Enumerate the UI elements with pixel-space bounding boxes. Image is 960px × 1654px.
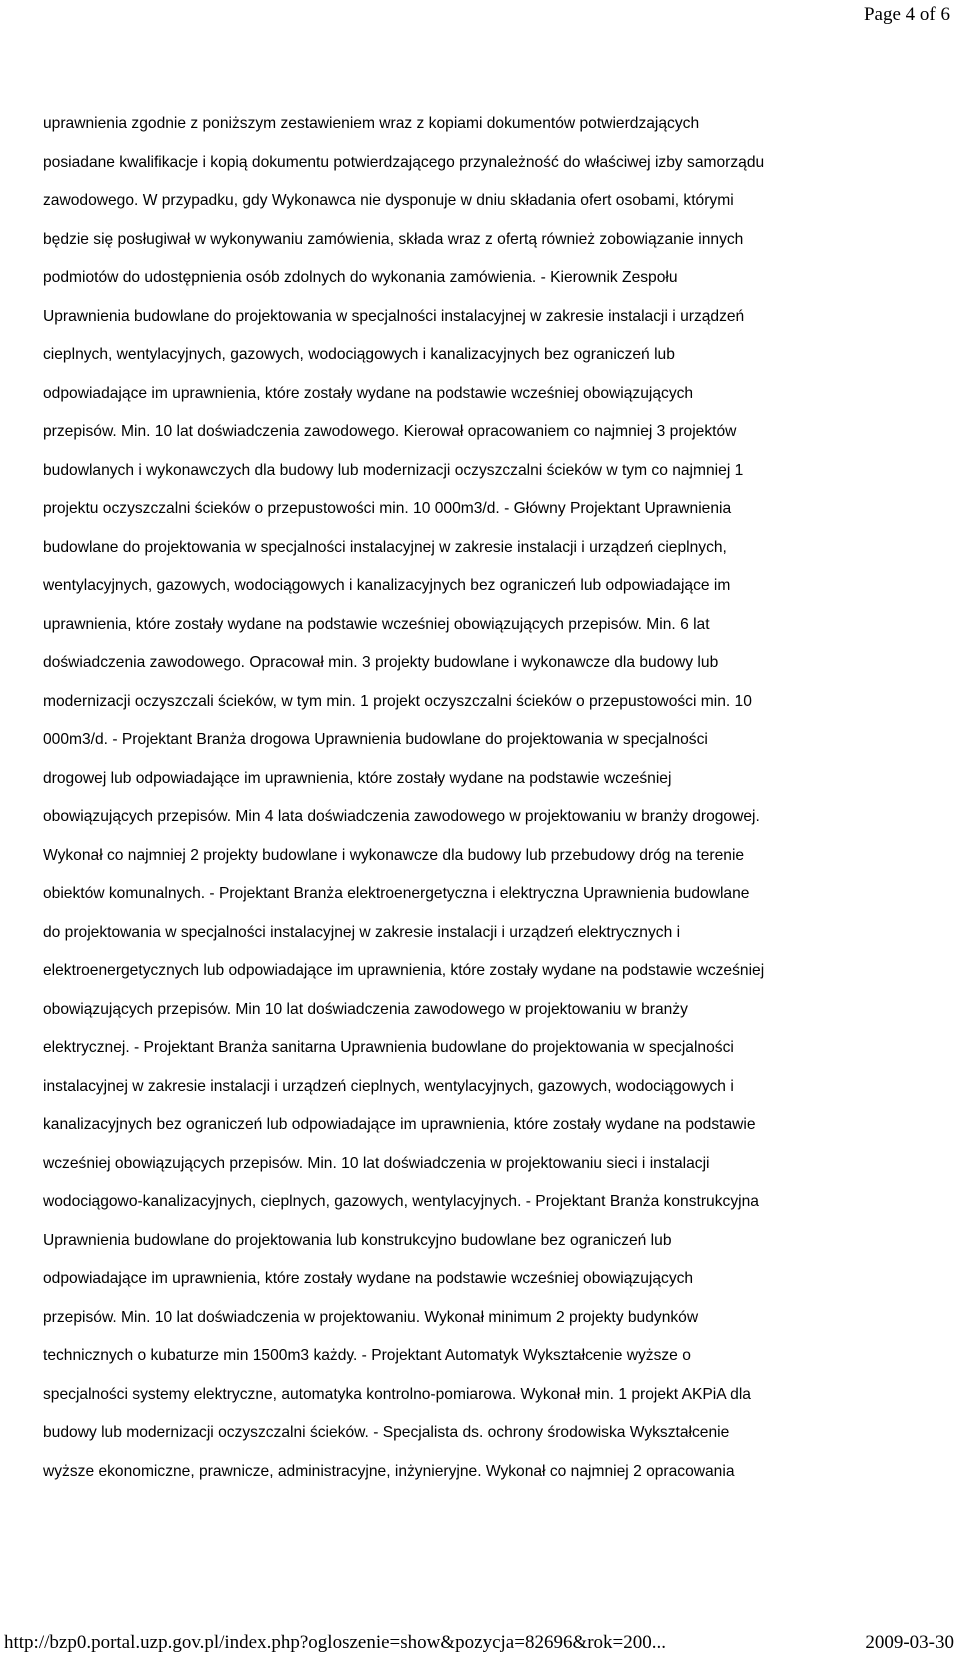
body-line: obowiązujących przepisów. Min 4 lata doświadczenia zawodowego w projektowaniu w branży drogowej.	[43, 808, 760, 825]
body-line: budowy lub modernizacji oczyszczalni ścieków. - Specjalista ds. ochrony środowiska Wykształcenie	[43, 1424, 730, 1441]
body-line: uprawnienia, które zostały wydane na podstawie wcześniej obowiązujących przepisów. Min. 6 lat	[43, 615, 710, 633]
body-line: doświadczenia zawodowego. Opracował min. 3 projekty budowlane i wykonawcze dla budowy lub	[43, 654, 719, 671]
body-line: elektroenergetycznych lub odpowiadające im uprawnienia, które zostały wydane na podstawie wcześniej	[43, 962, 765, 979]
body-line: budowlanych i wykonawczych dla budowy lub modernizacji oczyszczalni ścieków w tym co najmniej 1	[43, 461, 744, 479]
body-line: wentylacyjnych, gazowych, wodociągowych i kanalizacyjnych bez ograniczeń lub odpowiadające im	[43, 577, 731, 594]
body-line: 000m3/d. - Projektant Branża drogowa Uprawnienia budowlane do projektowania w specjalności	[43, 731, 708, 748]
body-line: wodociągowo-kanalizacyjnych, cieplnych, gazowych, wentylacyjnych. - Projektant Branża konstrukcyjna	[43, 1193, 759, 1210]
body-line: posiadane kwalifikacje i kopią dokumentu potwierdzającego przynależność do właściwej izby samorządu	[43, 153, 765, 171]
body-line: projektu oczyszczalni ścieków o przepustowości min. 10 000m3/d. - Główny Projektant Uprawnienia	[43, 500, 732, 517]
body-line: odpowiadające im uprawnienia, które zostały wydane na podstawie wcześniej obowiązujących	[43, 1270, 694, 1287]
body-line: uprawnienia zgodnie z poniższym zestawieniem wraz z kopiami dokumentów potwierdzających	[43, 115, 700, 132]
body-line: instalacyjnej w zakresie instalacji i urządzeń cieplnych, wentylacyjnych, gazowych, wodociągowych i	[43, 1077, 734, 1095]
body-line: Uprawnienia budowlane do projektowania w specjalności instalacyjnej w zakresie instalacji i urządzeń	[43, 307, 745, 325]
page-number: Page 4 of 6	[863, 4, 950, 25]
body-line: obiektów komunalnych. - Projektant Branża elektroenergetyczna i elektryczna Uprawnienia budowlane	[43, 885, 750, 902]
body-line: budowlane do projektowania w specjalności instalacyjnej w zakresie instalacji i urządzeń cieplnych,	[43, 538, 727, 556]
body-line: przepisów. Min. 10 lat doświadczenia zawodowego. Kierował opracowaniem co najmniej 3 projektów	[43, 423, 737, 440]
body-line: kanalizacyjnych bez ograniczeń lub odpowiadające im uprawnienia, które zostały wydane na podstawie	[43, 1116, 756, 1133]
body-line: będzie się posługiwał w wykonywaniu zamówienia, składa wraz z ofertą również zobowiązanie innych	[43, 230, 744, 248]
footer-url-link[interactable]: http://bzp0.portal.uzp.gov.pl/index.php?ogloszenie=show&pozycja=82696&rok=200...	[4, 1632, 667, 1653]
body-line: wyższe ekonomiczne, prawnicze, administracyjne, inżynieryjne. Wykonał co najmniej 2 opracowania	[43, 1462, 735, 1480]
body-line: modernizacji oczyszczali ścieków, w tym min. 1 projekt oczyszczalni ścieków o przepustowości min. 10	[43, 692, 752, 710]
body-line: zawodowego. W przypadku, gdy Wykonawca nie dysponuje w dniu składania ofert osobami, którymi	[43, 192, 734, 209]
body-line: cieplnych, wentylacyjnych, gazowych, wodociągowych i kanalizacyjnych bez ograniczeń lub	[43, 346, 675, 363]
body-line: odpowiadające im uprawnienia, które zostały wydane na podstawie wcześniej obowiązujących	[43, 384, 694, 402]
body-line: podmiotów do udostępnienia osób zdolnych do wykonania zamówienia. - Kierownik Zespołu	[43, 269, 678, 286]
body-line: elektrycznej. - Projektant Branża sanitarna Uprawnienia budowlane do projektowania w specjalności	[43, 1039, 734, 1056]
body-line: technicznych o kubaturze min 1500m3 każdy. - Projektant Automatyk Wykształcenie wyższe o	[43, 1347, 691, 1364]
body-line: do projektowania w specjalności instalacyjnej w zakresie instalacji i urządzeń elektrycznych i	[43, 923, 681, 941]
footer-date: 2009-03-30	[865, 1632, 954, 1653]
body-line: Uprawnienia budowlane do projektowania lub konstrukcyjno budowlane bez ograniczeń lub	[43, 1231, 672, 1249]
document-body	[43, 105, 923, 1491]
body-line: obowiązujących przepisów. Min 10 lat doświadczenia zawodowego w projektowaniu w branży	[43, 1000, 688, 1018]
body-line: specjalności systemy elektryczne, automatyka kontrolno-pomiarowa. Wykonał min. 1 projekt AKPiA dla	[43, 1385, 751, 1403]
body-line: przepisów. Min. 10 lat doświadczenia w projektowaniu. Wykonał minimum 2 projekty budynków	[43, 1308, 699, 1326]
body-line: Wykonał co najmniej 2 projekty budowlane i wykonawcze dla budowy lub przebudowy dróg na terenie	[43, 846, 745, 864]
body-line: drogowej lub odpowiadające im uprawnienia, które zostały wydane na podstawie wcześniej	[43, 769, 672, 787]
body-line: wcześniej obowiązujących przepisów. Min. 10 lat doświadczenia w projektowaniu sieci i instalacji	[43, 1154, 710, 1172]
